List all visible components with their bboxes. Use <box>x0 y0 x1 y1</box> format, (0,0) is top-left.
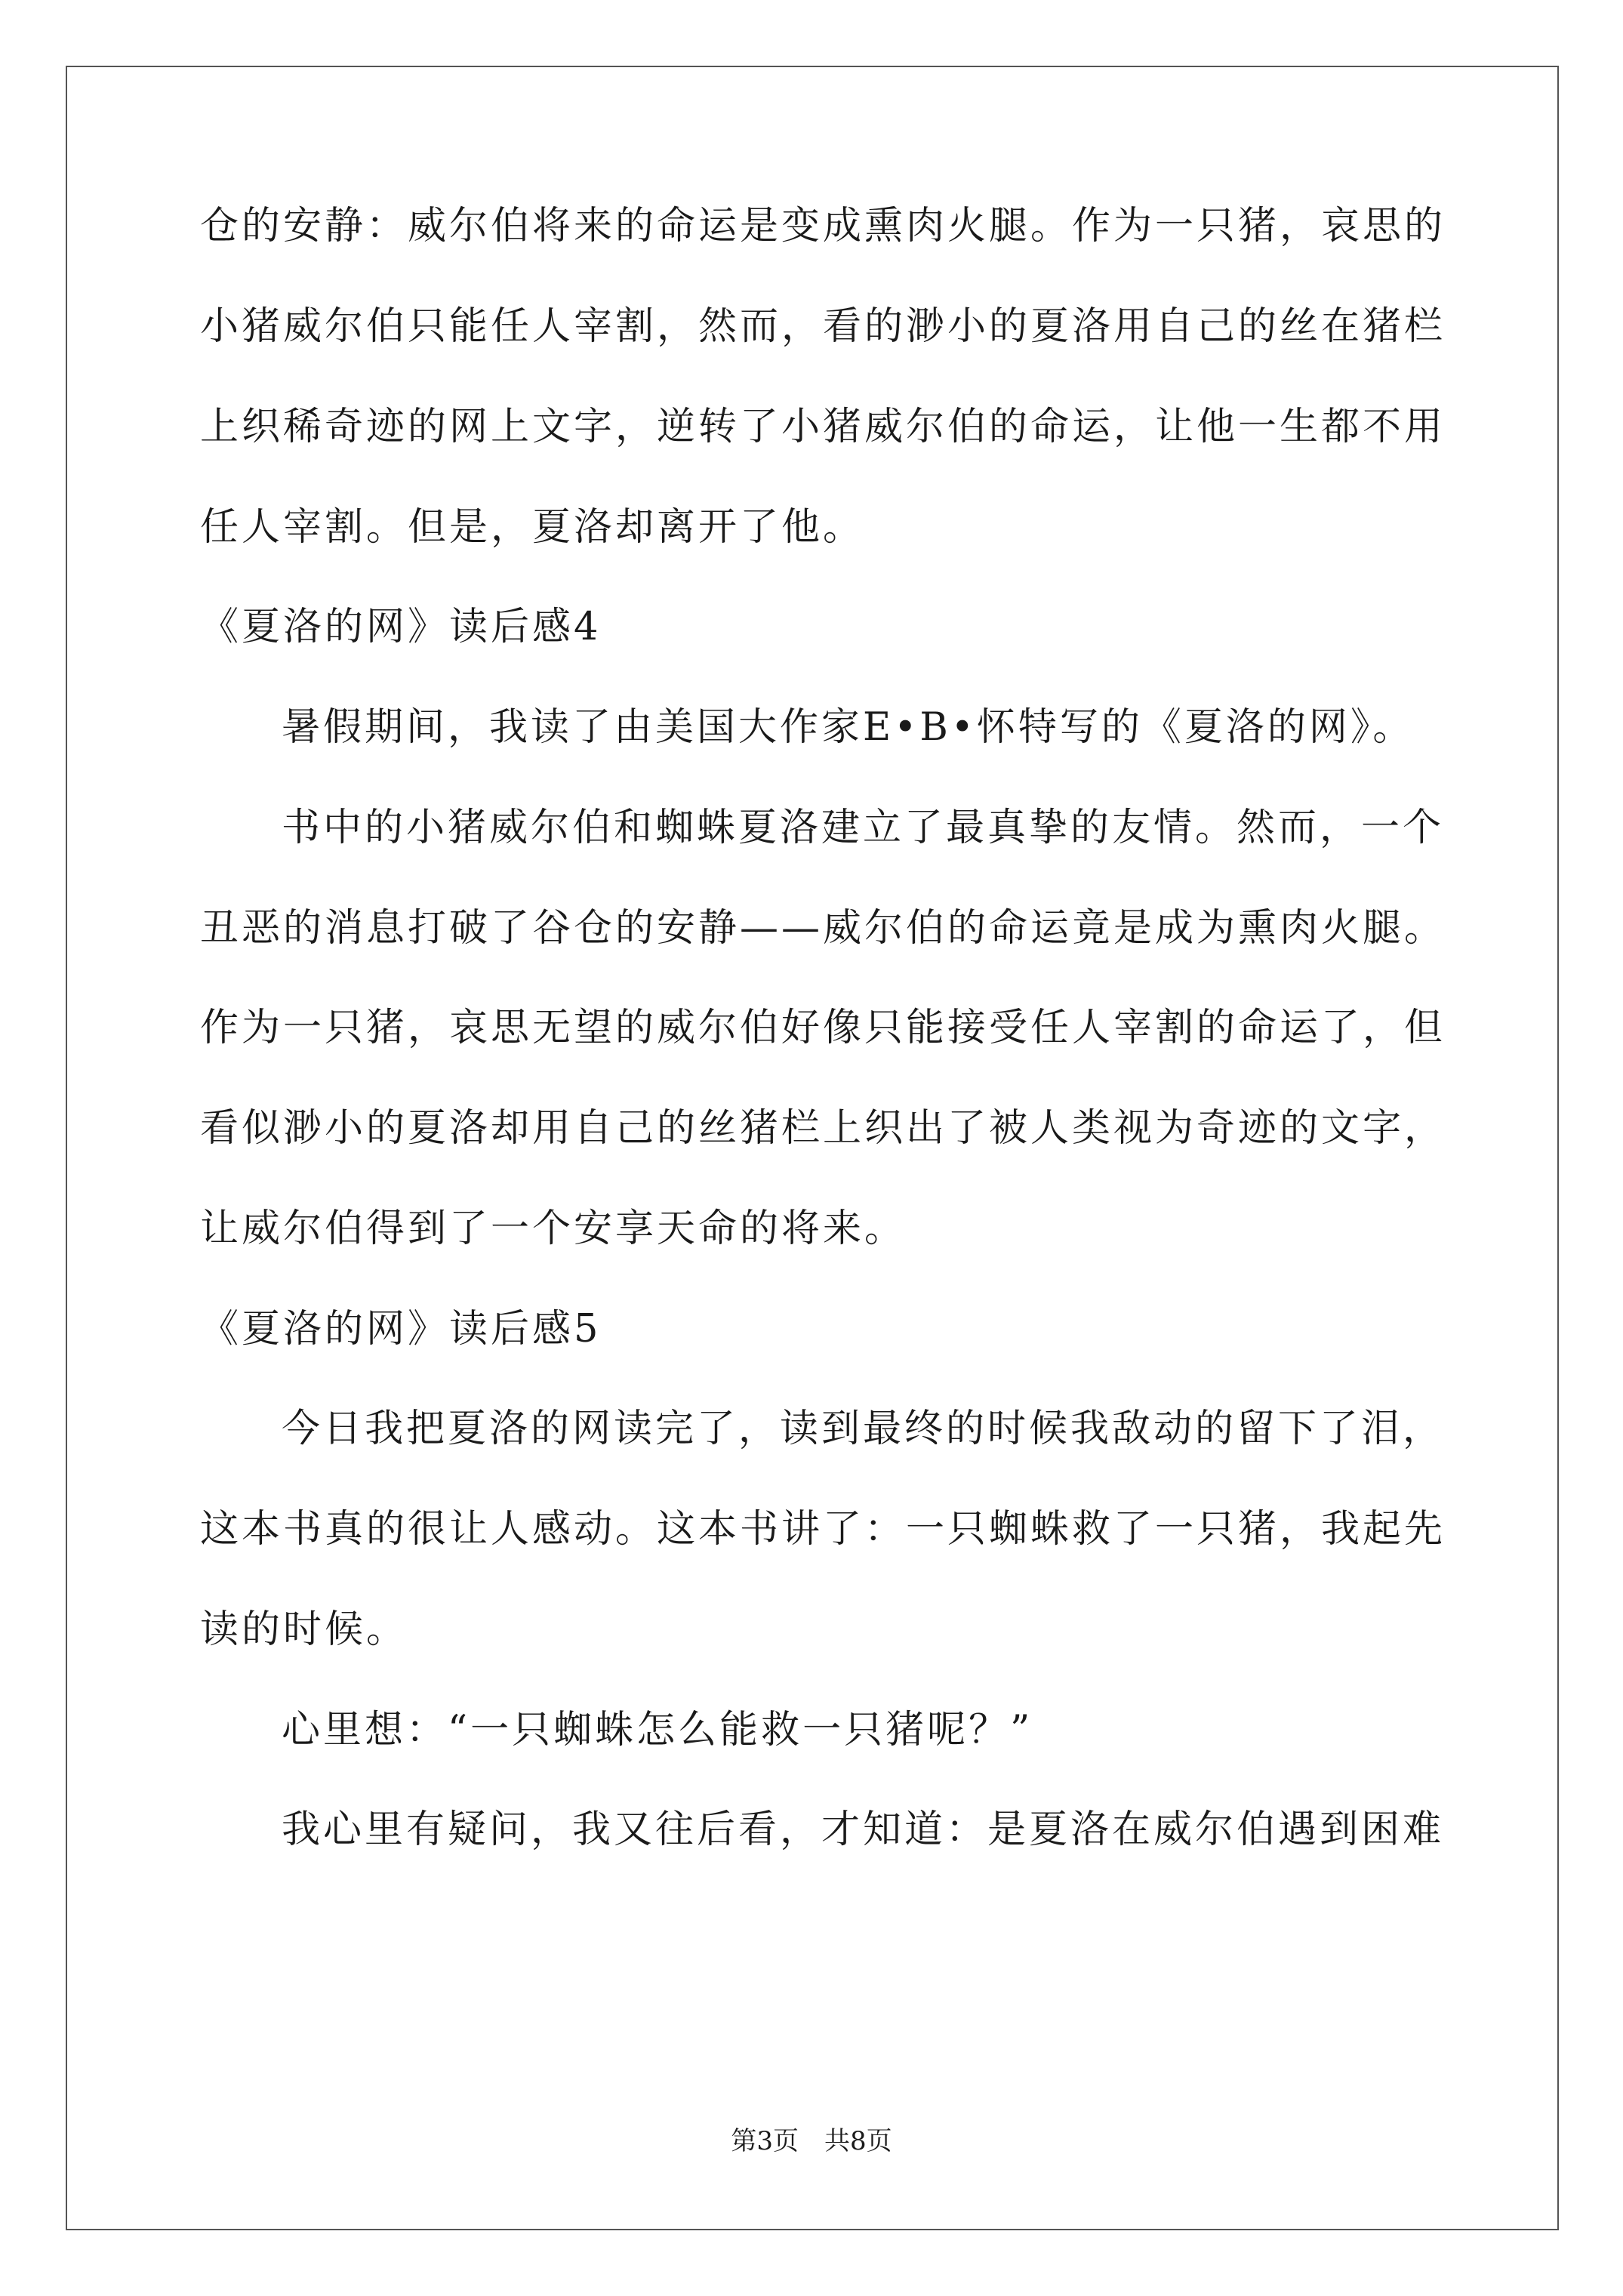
page-footer: 第3页 共8页 <box>731 2126 892 2156</box>
paragraph-line: 看似渺小的夏洛却用自己的丝猪栏上织出了被人类视为奇迹的文字， <box>200 1106 1446 1151</box>
paragraph-line: 书中的小猪威尔伯和蜘蛛夏洛建立了最真挚的友情。然而，一个 <box>282 806 1445 850</box>
paragraph-line: 仓的安静：威尔伯将来的命运是变成熏肉火腿。作为一只猪，哀思的 <box>200 204 1446 248</box>
paragraph-line: 任人宰割。但是，夏洛却离开了他。 <box>200 505 865 550</box>
paragraph-line: 这本书真的很让人感动。这本书讲了：一只蜘蛛救了一只猪，我起先 <box>200 1507 1446 1552</box>
paragraph-line: 心里想：“一只蜘蛛怎么能救一只猪呢？” <box>282 1708 1033 1752</box>
paragraph-line: 上织稀奇迹的网上文字，逆转了小猪威尔伯的命运，让他一生都不用 <box>200 405 1446 449</box>
paragraph-line: 今日我把夏洛的网读完了，读到最终的时候我敌动的留下了泪， <box>282 1407 1445 1451</box>
section-heading: 《夏洛的网》读后感5 <box>200 1307 602 1351</box>
paragraph-line: 小猪威尔伯只能任人宰割，然而，看的渺小的夏洛用自己的丝在猪栏 <box>200 304 1446 349</box>
section-heading: 《夏洛的网》读后感4 <box>200 605 602 649</box>
paragraph-line: 丑恶的消息打破了谷仓的安静——威尔伯的命运竟是成为熏肉火腿。 <box>200 906 1446 951</box>
paragraph-line: 读的时候。 <box>200 1607 408 1652</box>
paragraph-line: 作为一只猪，哀思无望的威尔伯好像只能接受任人宰割的命运了，但 <box>200 1006 1446 1050</box>
paragraph-line: 我心里有疑问，我又往后看，才知道：是夏洛在威尔伯遇到困难 <box>282 1808 1445 1852</box>
paragraph-line: 让威尔伯得到了一个安享天命的将来。 <box>200 1207 907 1251</box>
paragraph-line: 暑假期间，我读了由美国大作家E•B•怀特写的《夏洛的网》。 <box>282 705 1415 750</box>
